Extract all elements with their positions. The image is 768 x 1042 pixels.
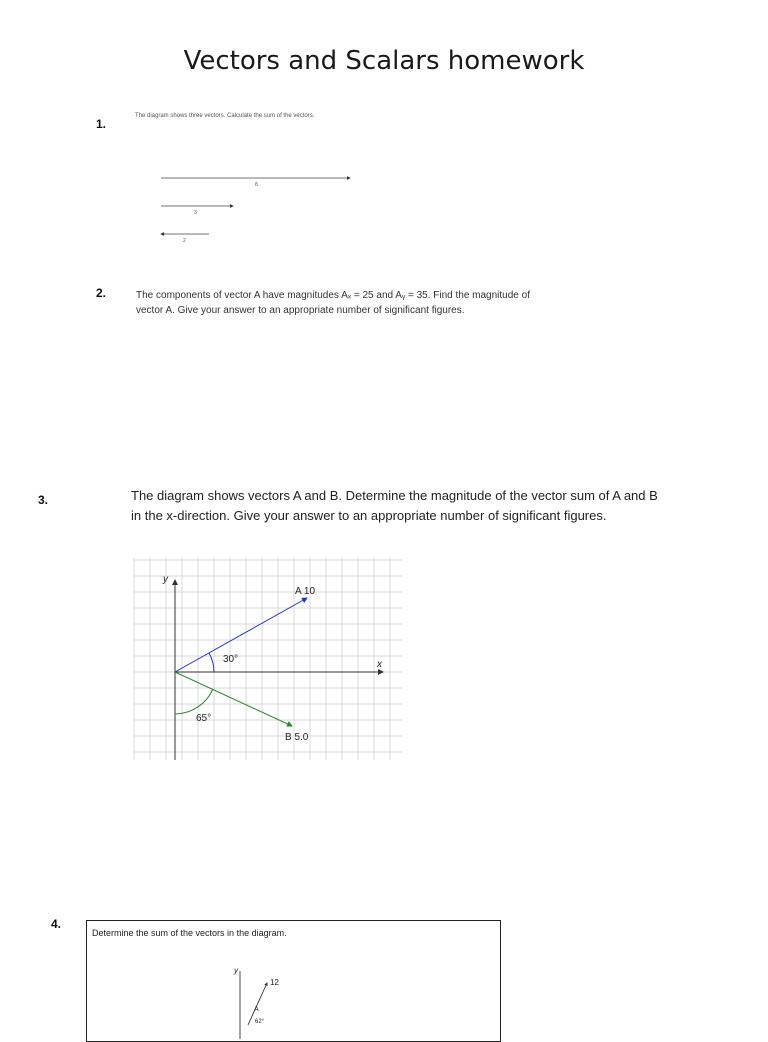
x-axis-label: x [377, 659, 382, 670]
angle-a-label: 30° [223, 654, 239, 665]
vector-8-label: 8 [255, 182, 258, 188]
question-1-text: The diagram shows three vectors. Calculate the sum of the vectors. [135, 113, 315, 119]
question-2-text [136, 288, 556, 318]
q4-angle-label: 62° [255, 1019, 265, 1025]
question-3-line-2: in the x-direction. Give your answer to an appropriate number of significant figures. [131, 508, 607, 523]
vector-2-label: 2 [183, 238, 186, 244]
question-4-text: Determine the sum of the vectors in the diagram. [92, 928, 287, 938]
vector-b-label: B 5.0 [285, 732, 309, 743]
question-3-number: 3. [38, 493, 49, 507]
q4-y-axis-label: y [234, 966, 238, 975]
angle-b-label: 65° [196, 713, 212, 724]
question-3-line-1: The diagram shows vectors A and B. Determine the magnitude of the vector sum of A and B [131, 488, 658, 503]
question-1-diagram [130, 130, 370, 250]
question-3-diagram [132, 556, 404, 762]
question-3-text [131, 486, 671, 526]
vector-a-label: A 10 [295, 586, 316, 597]
question-1-number: 1. [96, 117, 107, 131]
vector-3-label: 3 [194, 210, 197, 216]
question-4-diagram [217, 959, 317, 1039]
angle-b-arc [175, 689, 213, 714]
y-axis-label: y [163, 574, 168, 585]
question-2-line-1: The components of vector A have magnitudes Aₓ = 25 and Aᵧ = 35. Find the magnitude of [136, 290, 530, 301]
q4-vector-label: 12 [270, 978, 279, 987]
question-4-number: 4. [51, 917, 62, 931]
q4-vector-name: A [254, 1006, 259, 1013]
vector-b-arrow [175, 672, 292, 726]
page-title: Vectors and Scalars homework [183, 46, 585, 76]
question-2-line-2: vector A. Give your answer to an appropriate number of significant figures. [136, 305, 465, 316]
vector-a-arrow [175, 598, 307, 672]
question-2-number: 2. [96, 286, 107, 300]
grid [134, 558, 402, 760]
